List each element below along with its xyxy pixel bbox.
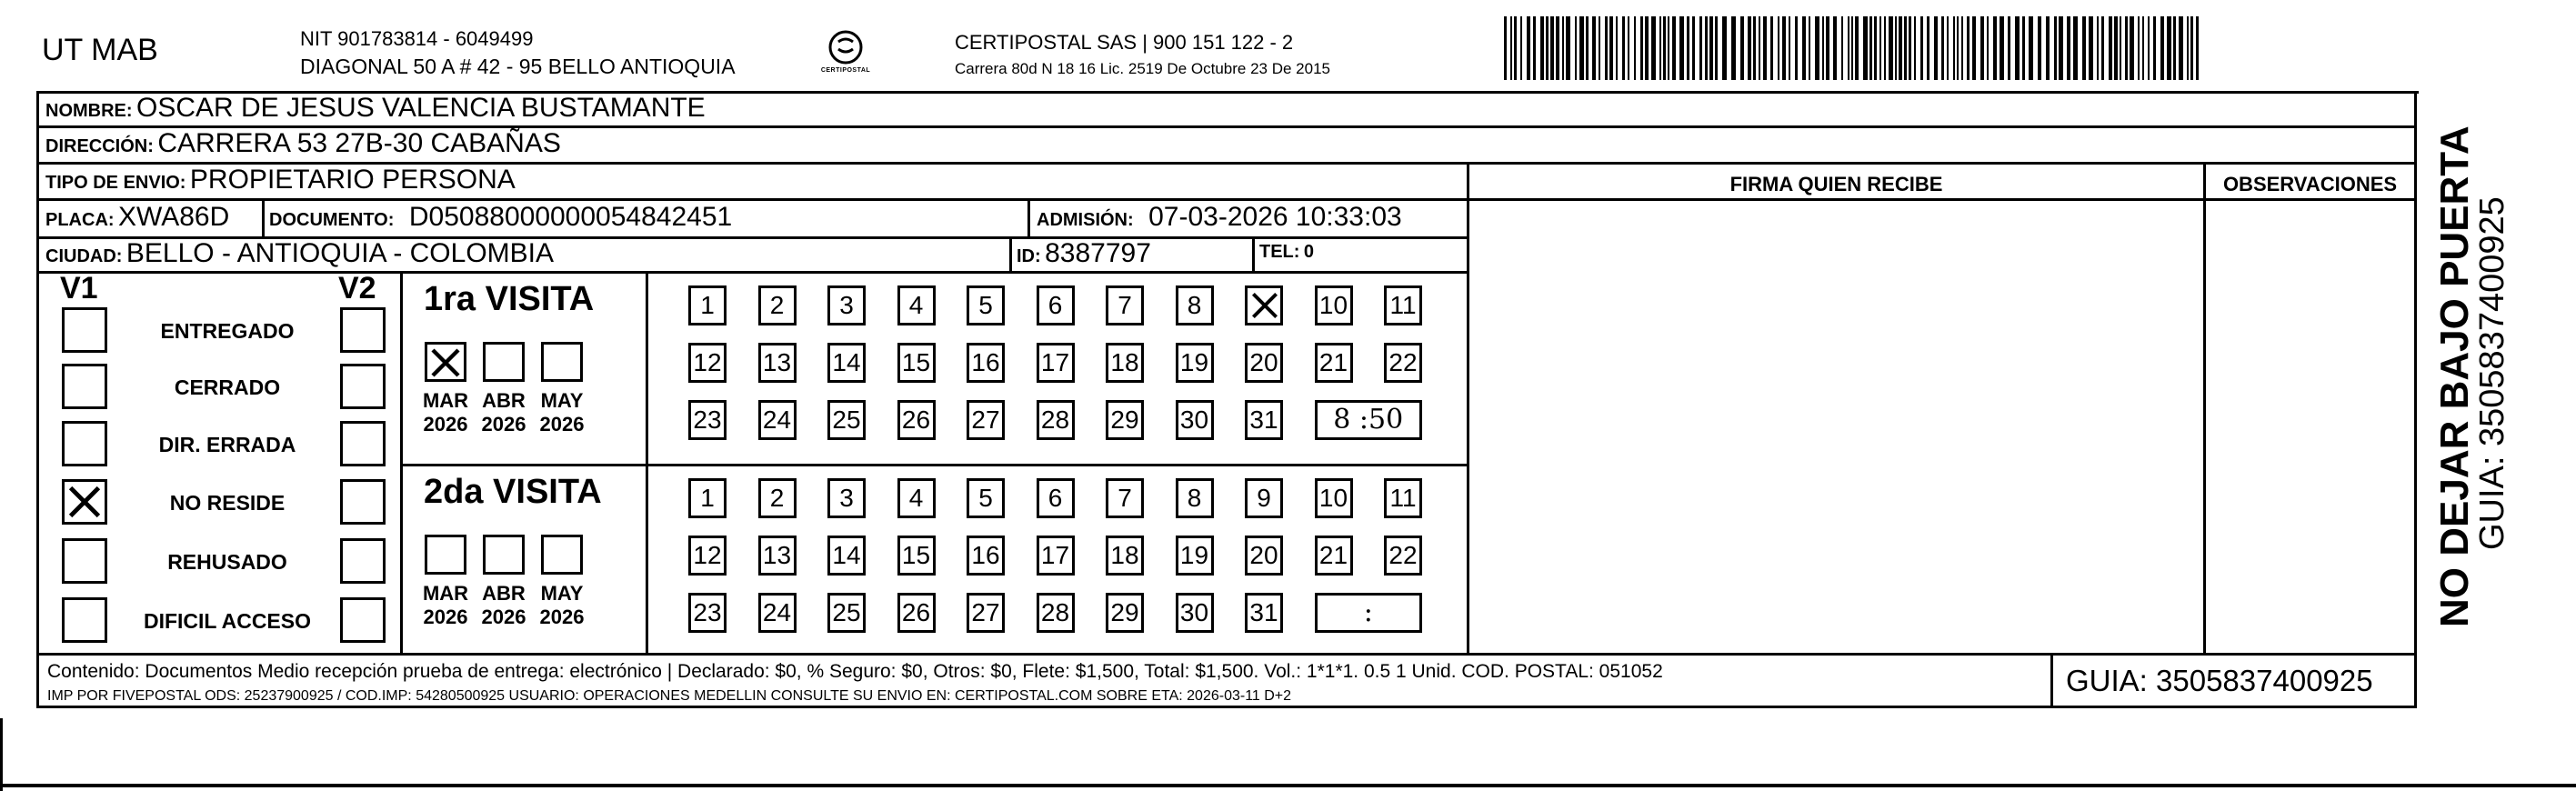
day-box[interactable]: 13 — [758, 343, 797, 383]
v2-checkbox[interactable] — [340, 421, 386, 466]
month-year: 2026 — [539, 413, 585, 436]
row-line-5 — [36, 271, 1469, 274]
day-box[interactable]: 5 — [967, 285, 1005, 325]
barcode-bar — [1668, 16, 1669, 80]
day-box[interactable]: 6 — [1037, 478, 1075, 518]
barcode-bar — [1622, 16, 1625, 80]
barcode-bar — [1941, 16, 1944, 80]
month-checkbox[interactable] — [483, 535, 525, 575]
ciudad-label: CIUDAD: — [45, 246, 123, 266]
col-line-visits — [400, 271, 403, 655]
day-box[interactable]: 15 — [897, 536, 936, 576]
barcode-bar — [1770, 16, 1773, 80]
barcode-bar — [2022, 16, 2025, 80]
barcode-bar — [1550, 16, 1554, 80]
month-year: 2026 — [481, 606, 526, 628]
barcode-bar — [1889, 16, 1893, 80]
day-box[interactable]: 20 — [1245, 343, 1283, 383]
nombre-label: NOMBRE: — [45, 101, 133, 121]
barcode-bar — [1575, 16, 1577, 80]
v2-checkbox[interactable] — [340, 538, 386, 584]
barcode-bar — [1520, 16, 1522, 80]
status-label: DIFICIL ACCESO — [143, 609, 311, 633]
barcode-bar — [2038, 16, 2041, 80]
barcode-bar — [1533, 16, 1536, 80]
barcode-bar — [1934, 16, 1938, 80]
day-box[interactable]: 1 — [688, 285, 727, 325]
barcode-bar — [1904, 16, 1907, 80]
barcode-bar — [1748, 16, 1751, 80]
placa-label: PLACA: — [45, 210, 115, 230]
v1-checkbox[interactable] — [62, 421, 107, 466]
frame-bottom — [36, 706, 2417, 708]
status-label: NO RESIDE — [169, 491, 286, 515]
barcode-bar — [1899, 16, 1902, 80]
day-box[interactable]: 3 — [827, 285, 866, 325]
day-box[interactable]: 18 — [1106, 536, 1144, 576]
day-box[interactable]: 25 — [827, 593, 866, 633]
v1-checkbox[interactable] — [62, 479, 107, 525]
barcode-bar — [1782, 16, 1786, 80]
barcode-bar — [1504, 16, 1507, 80]
barcode-bar — [1914, 16, 1916, 80]
barcode — [1504, 16, 2202, 80]
nombre-row — [45, 93, 706, 124]
courier-name: CERTIPOSTAL SAS | 900 151 122 - 2 — [955, 31, 1294, 54]
barcode-bar — [1927, 16, 1929, 80]
v1-checkbox[interactable] — [62, 364, 107, 409]
tel-label: TEL: — [1259, 242, 1300, 262]
day-box[interactable]: 22 — [1384, 536, 1422, 576]
tipo-label: TIPO DE ENVIO: — [45, 173, 186, 193]
v1-header: V1 — [60, 271, 98, 305]
barcode-bar — [2138, 16, 2140, 80]
barcode-bar — [1562, 16, 1564, 80]
barcode-bar — [2142, 16, 2144, 80]
barcode-bar — [2153, 16, 2156, 80]
day-box[interactable]: 26 — [897, 400, 936, 440]
barcode-bar — [1566, 16, 1570, 80]
day-box[interactable]: 10 — [1315, 478, 1353, 518]
direccion-value: CARRERA 53 27B-30 CABAÑAS — [157, 128, 561, 158]
col-line-obs — [2203, 162, 2206, 655]
barcode-bar — [1953, 16, 1955, 80]
barcode-bar — [2029, 16, 2033, 80]
company-nit: NIT 901783814 - 6049499 — [300, 27, 534, 50]
direccion-label: DIRECCIÓN: — [45, 136, 154, 156]
barcode-bar — [1609, 16, 1613, 80]
ciudad-cell — [45, 238, 554, 269]
barcode-bar — [1795, 16, 1798, 80]
day-box[interactable]: 26 — [897, 593, 936, 633]
day-box[interactable]: 18 — [1106, 343, 1144, 383]
v2-checkbox[interactable] — [340, 364, 386, 409]
observaciones-header: OBSERVACIONES — [2222, 173, 2398, 195]
v2-checkbox[interactable] — [340, 479, 386, 525]
barcode-bar — [1645, 16, 1649, 80]
v1-checkbox[interactable] — [62, 538, 107, 584]
barcode-bar — [1692, 16, 1695, 80]
day-box[interactable]: 12 — [688, 536, 727, 576]
barcode-bar — [1514, 16, 1517, 80]
barcode-bar — [2190, 16, 2193, 80]
tipo-value: PROPIETARIO PERSONA — [189, 165, 516, 195]
documento-cell — [269, 202, 732, 233]
barcode-bar — [1605, 16, 1608, 80]
barcode-bar — [1802, 16, 1806, 80]
day-box[interactable]: 11 — [1384, 285, 1422, 325]
row-line-3 — [36, 198, 2417, 201]
barcode-bar — [1884, 16, 1886, 80]
barcode-bar — [1763, 16, 1767, 80]
barcode-bar — [1909, 16, 1911, 80]
barcode-bar — [1705, 16, 1708, 80]
barcode-bar — [2101, 16, 2104, 80]
day-box[interactable]: 30 — [1176, 400, 1214, 440]
footer-guia: GUIA: 3505837400925 — [2066, 664, 2373, 697]
month-label: ABR — [482, 389, 526, 412]
barcode-bar — [1895, 16, 1897, 80]
month-year: 2026 — [423, 413, 468, 436]
barcode-bar — [1961, 16, 1963, 80]
day-box[interactable]: 5 — [967, 478, 1005, 518]
barcode-bar — [1659, 16, 1661, 80]
day-box[interactable]: 17 — [1037, 343, 1075, 383]
day-box[interactable]: 29 — [1106, 400, 1144, 440]
barcode-bar — [1715, 16, 1718, 80]
nombre-value: OSCAR DE JESUS VALENCIA BUSTAMANTE — [136, 93, 706, 123]
barcode-bar — [1759, 16, 1760, 80]
day-box[interactable]: 9 — [1245, 478, 1283, 518]
tel-value: 0 — [1303, 242, 1315, 262]
month-year: 2026 — [481, 413, 526, 436]
day-box[interactable]: 25 — [827, 400, 866, 440]
day-box[interactable]: 7 — [1106, 478, 1144, 518]
barcode-bar — [1672, 16, 1676, 80]
header — [0, 0, 2576, 91]
status-label: ENTREGADO — [160, 319, 295, 343]
day-box[interactable]: 2 — [758, 478, 797, 518]
barcode-bar — [1740, 16, 1744, 80]
company-name: UT MAB — [42, 33, 158, 67]
id-cell — [1017, 238, 1151, 269]
barcode-bar — [1967, 16, 1970, 80]
day-box[interactable]: 4 — [897, 285, 936, 325]
bottom-rule — [0, 784, 2576, 787]
day-box[interactable]: 11 — [1384, 478, 1422, 518]
barcode-bar — [2148, 16, 2150, 80]
barcode-bar — [1855, 16, 1859, 80]
barcode-bar — [1628, 16, 1629, 80]
barcode-bar — [1586, 16, 1589, 80]
barcode-bar — [2059, 16, 2063, 80]
admision-cell — [1037, 202, 1402, 233]
day-box[interactable]: 8 — [1176, 285, 1214, 325]
side-guia: GUIA: 3505837400925 — [2473, 196, 2511, 550]
day-box[interactable]: 1 — [688, 478, 727, 518]
company-address: DIAGONAL 50 A # 42 - 95 BELLO ANTIOQUIA — [300, 55, 736, 78]
col-line-admision — [1027, 198, 1030, 236]
status-label: REHUSADO — [167, 550, 287, 574]
day-box[interactable]: 14 — [827, 536, 866, 576]
barcode-bar — [2073, 16, 2078, 80]
id-label: ID: — [1017, 246, 1041, 266]
barcode-bar — [2082, 16, 2086, 80]
day-box[interactable]: 31 — [1245, 593, 1283, 633]
day-box[interactable]: 19 — [1176, 343, 1214, 383]
tel-cell — [1259, 242, 1314, 263]
barcode-bar — [1579, 16, 1584, 80]
v2-checkbox[interactable] — [340, 597, 386, 643]
barcode-bar — [2173, 16, 2176, 80]
day-box[interactable]: 8 — [1176, 478, 1214, 518]
frame-right — [2414, 91, 2417, 707]
side-notice: NO DEJAR BAJO PUERTA — [2432, 125, 2477, 627]
day-box[interactable]: 3 — [827, 478, 866, 518]
barcode-bar — [1809, 16, 1810, 80]
barcode-bar — [2054, 16, 2057, 80]
placa-value: XWA86D — [118, 202, 230, 232]
bottom-left-rule — [0, 718, 3, 791]
barcode-bar — [2179, 16, 2183, 80]
day-box[interactable]: 21 — [1315, 536, 1353, 576]
barcode-bar — [1947, 16, 1949, 80]
barcode-bar — [1841, 16, 1843, 80]
barcode-bar — [1687, 16, 1689, 80]
day-box[interactable]: 20 — [1245, 536, 1283, 576]
certipostal-logo — [818, 27, 873, 82]
row-line-6 — [400, 464, 1469, 466]
row-line-7 — [36, 653, 2417, 656]
barcode-bar — [2114, 16, 2118, 80]
barcode-bar — [1731, 16, 1736, 80]
barcode-bar — [1869, 16, 1872, 80]
placa-cell — [45, 202, 229, 233]
barcode-bar — [1753, 16, 1756, 80]
barcode-bar — [2187, 16, 2189, 80]
month-label: MAR — [422, 582, 469, 605]
time-box[interactable]: 8 :50 — [1315, 400, 1423, 440]
barcode-bar — [1722, 16, 1727, 80]
barcode-bar — [2196, 16, 2199, 80]
day-box[interactable]: 31 — [1245, 400, 1283, 440]
barcode-bar — [1651, 16, 1656, 80]
day-box[interactable]: 17 — [1037, 536, 1075, 576]
barcode-bar — [1510, 16, 1512, 80]
month-year: 2026 — [423, 606, 468, 628]
barcode-bar — [1879, 16, 1881, 80]
admision-label: ADMISIÓN: — [1037, 210, 1134, 230]
month-checkbox[interactable] — [483, 342, 525, 382]
barcode-bar — [1833, 16, 1837, 80]
day-box[interactable]: 4 — [897, 478, 936, 518]
day-box[interactable]: 16 — [967, 343, 1005, 383]
day-box[interactable]: 30 — [1176, 593, 1214, 633]
barcode-bar — [1980, 16, 1984, 80]
v1-checkbox[interactable] — [62, 597, 107, 643]
barcode-bar — [2125, 16, 2128, 80]
barcode-bar — [1789, 16, 1790, 80]
month-checkbox[interactable] — [541, 342, 583, 382]
barcode-bar — [2067, 16, 2070, 80]
barcode-bar — [1546, 16, 1549, 80]
month-label: MAY — [540, 582, 584, 605]
v1-checkbox[interactable] — [62, 307, 107, 353]
col-line-tel — [1252, 236, 1255, 271]
status-label: CERRADO — [174, 375, 281, 399]
barcode-bar — [1874, 16, 1877, 80]
barcode-bar — [1972, 16, 1976, 80]
direccion-row — [45, 128, 561, 159]
courier-license: Carrera 80d N 18 16 Lic. 2519 De Octubre 23 De 2015 — [955, 60, 1330, 77]
barcode-bar — [1826, 16, 1829, 80]
day-box[interactable]: 27 — [967, 400, 1005, 440]
frame-left — [36, 91, 39, 707]
barcode-bar — [1699, 16, 1702, 80]
day-box[interactable]: 23 — [688, 400, 727, 440]
v2-header: V2 — [338, 271, 376, 305]
barcode-bar — [1709, 16, 1713, 80]
barcode-bar — [1822, 16, 1824, 80]
barcode-bar — [2167, 16, 2171, 80]
barcode-bar — [1527, 16, 1530, 80]
barcode-bar — [2160, 16, 2164, 80]
day-box[interactable]: 22 — [1384, 343, 1422, 383]
barcode-bar — [1592, 16, 1596, 80]
barcode-bar — [1599, 16, 1600, 80]
footer-imp: IMP POR FIVEPOSTAL ODS: 25237900925 / COD.IMP: 54280500925 USUARIO: OPERACIONES MEDELLIN CONSULTE SU ENVIO EN: CERTIPOSTAL.COM SOBRE ETA: 2026-03-11 D+2 — [47, 688, 1292, 704]
admision-value: 07-03-2026 10:33:03 — [1148, 202, 1402, 232]
day-box[interactable]: 16 — [967, 536, 1005, 576]
day-box[interactable]: 14 — [827, 343, 866, 383]
col-line-firma — [1467, 162, 1469, 655]
barcode-bar — [2120, 16, 2121, 80]
col-line-guia — [2050, 653, 2053, 707]
col-line-id — [1009, 236, 1012, 271]
col-line-days — [646, 271, 648, 655]
day-box[interactable]: 10 — [1315, 285, 1353, 325]
day-box[interactable]: 27 — [967, 593, 1005, 633]
barcode-bar — [1987, 16, 1989, 80]
barcode-bar — [1851, 16, 1853, 80]
barcode-bar — [2015, 16, 2020, 80]
barcode-bar — [1993, 16, 1997, 80]
time-box[interactable]: : — [1315, 593, 1423, 633]
ciudad-value: BELLO - ANTIOQUIA - COLOMBIA — [125, 238, 555, 268]
day-box[interactable]: 7 — [1106, 285, 1144, 325]
month-label: ABR — [482, 582, 526, 605]
barcode-bar — [1848, 16, 1849, 80]
barcode-bar — [1679, 16, 1684, 80]
tipo-row — [45, 165, 516, 195]
day-box[interactable]: 12 — [688, 343, 727, 383]
barcode-bar — [1778, 16, 1779, 80]
day-box[interactable]: 13 — [758, 536, 797, 576]
month-label: MAR — [422, 389, 469, 412]
v2-checkbox[interactable] — [340, 307, 386, 353]
barcode-bar — [1556, 16, 1559, 80]
day-box[interactable]: 21 — [1315, 343, 1353, 383]
barcode-bar — [1863, 16, 1868, 80]
day-box[interactable]: 6 — [1037, 285, 1075, 325]
month-checkbox[interactable] — [425, 535, 466, 575]
barcode-bar — [2008, 16, 2010, 80]
barcode-bar — [2109, 16, 2112, 80]
barcode-bar — [1540, 16, 1544, 80]
month-checkbox[interactable] — [541, 535, 583, 575]
barcode-bar — [1634, 16, 1636, 80]
day-box[interactable]: 24 — [758, 400, 797, 440]
day-box[interactable]: 29 — [1106, 593, 1144, 633]
barcode-bar — [2097, 16, 2099, 80]
barcode-bar — [1663, 16, 1666, 80]
day-box[interactable]: 19 — [1176, 536, 1214, 576]
col-line-placa — [262, 198, 265, 236]
barcode-bar — [2000, 16, 2004, 80]
barcode-bar — [1616, 16, 1618, 80]
barcode-bar — [1815, 16, 1819, 80]
day-box[interactable]: 28 — [1037, 400, 1075, 440]
documento-value: D05088000000054842451 — [408, 202, 733, 232]
barcode-bar — [2046, 16, 2050, 80]
month-label: MAY — [540, 389, 584, 412]
logo-text: CERTIPOSTAL — [820, 67, 871, 74]
day-box[interactable]: 2 — [758, 285, 797, 325]
visit-title: 2da VISITA — [424, 473, 602, 511]
barcode-bar — [1920, 16, 1923, 80]
day-box[interactable]: 15 — [897, 343, 936, 383]
visit-title: 1ra VISITA — [424, 280, 595, 318]
documento-label: DOCUMENTO: — [269, 210, 395, 230]
footer-contents: Contenido: Documentos Medio recepción prueba de entrega: electrónico | Declarado: $0, % Seguro: $0, Otros: $0, Flete: $1,500, Total: $1,500. Vol.: 1*1*1. 0.5 1 Unid. COD. POSTAL: 051052 — [47, 661, 1663, 682]
month-checkbox[interactable] — [425, 342, 466, 382]
day-box[interactable] — [1245, 285, 1283, 325]
day-box[interactable]: 28 — [1037, 593, 1075, 633]
barcode-bar — [1957, 16, 1959, 80]
day-box[interactable]: 23 — [688, 593, 727, 633]
status-label: DIR. ERRADA — [158, 433, 296, 456]
barcode-bar — [2089, 16, 2093, 80]
barcode-bar — [2130, 16, 2134, 80]
barcode-bar — [1640, 16, 1643, 80]
firma-header: FIRMA QUIEN RECIBE — [1729, 173, 1943, 195]
day-box[interactable]: 24 — [758, 593, 797, 633]
month-year: 2026 — [539, 606, 585, 628]
id-value: 8387797 — [1045, 238, 1151, 268]
